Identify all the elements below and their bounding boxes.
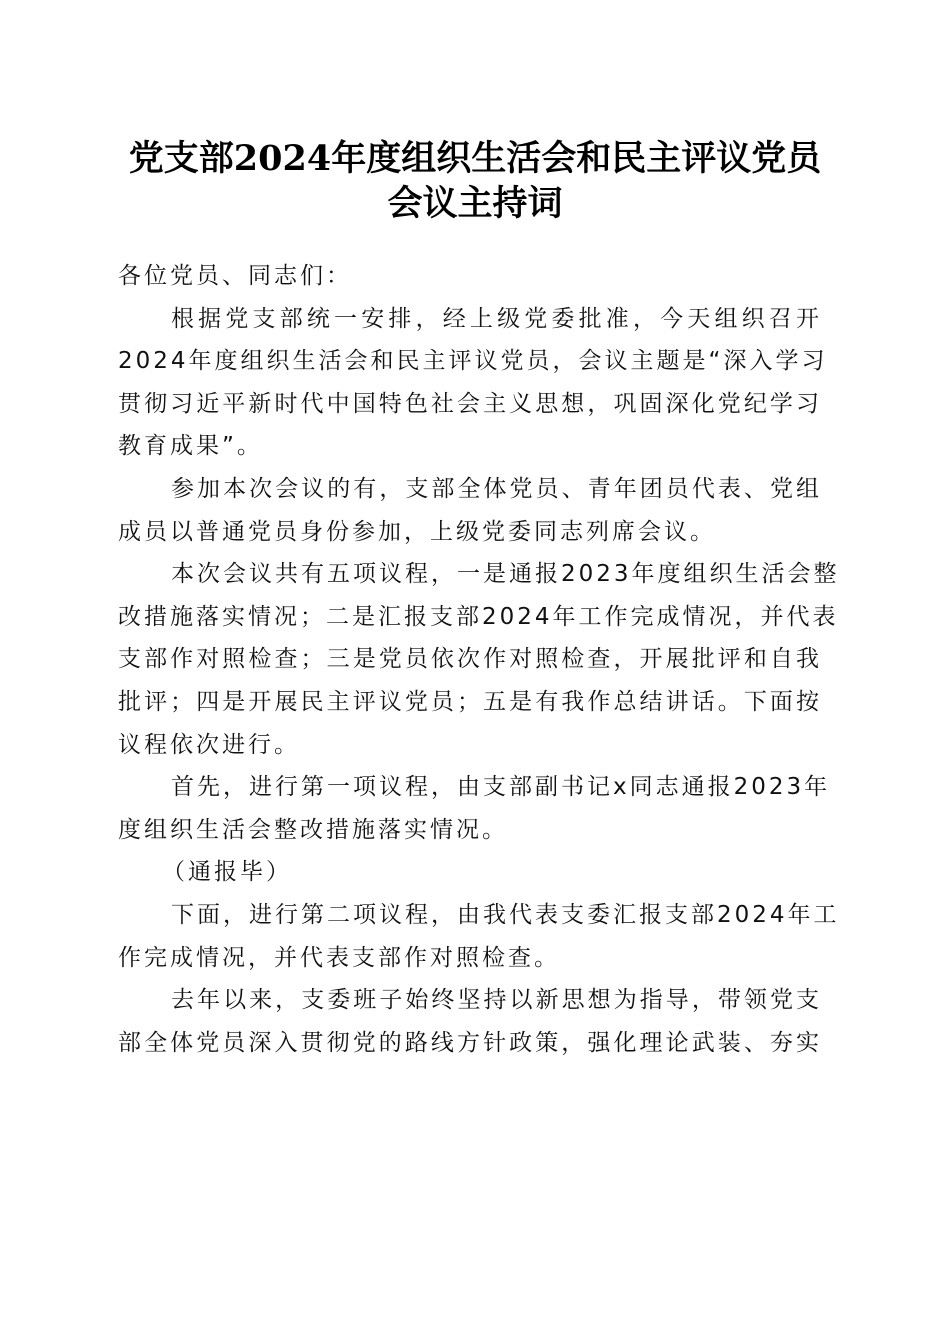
text-line: 支部作对照检查；三是党员依次作对照检查，开展批评和自我: [118, 646, 822, 673]
text-line: 贯彻习近平新时代中国特色社会主义思想，巩固深化党纪学习: [118, 390, 822, 417]
paragraph-7: [118, 979, 822, 1064]
title-line-1: 党支部2024年度组织生活会和民主评议党员: [128, 138, 822, 179]
text-line: 根据党支部统一安排，经上级党委批准，今天组织召开: [171, 305, 822, 332]
text-line: 作完成情况，并代表支部作对照检查。: [118, 944, 560, 971]
text-line: 度组织生活会整改措施落实情况。: [118, 816, 508, 843]
paragraph-5: [118, 851, 822, 894]
text-line: （通报毕）: [162, 859, 292, 886]
text-line: 去年以来，支委班子始终坚持以新思想为指导，带领党支: [171, 987, 822, 1014]
text-line: 议程依次进行。: [118, 731, 300, 758]
text-line: 下面，进行第二项议程，由我代表支委汇报支部2024年工: [171, 901, 840, 928]
text-line: 本次会议共有五项议程，一是通报2023年度组织生活会整: [171, 561, 840, 588]
document-body: [118, 255, 840, 1064]
paragraph-3: [118, 553, 840, 766]
paragraph-1: [118, 298, 828, 468]
text-line: 批评；四是开展民主评议党员；五是有我作总结讲话。下面按: [118, 688, 822, 715]
text-line: 改措施落实情况；二是汇报支部2024年工作完成情况，并代表: [118, 603, 839, 630]
paragraph-2: [118, 468, 822, 553]
text-line: 教育成果”。: [118, 433, 263, 460]
paragraph-6: [118, 894, 840, 979]
text-line: 参加本次会议的有，支部全体党员、青年团员代表、党组: [171, 475, 822, 502]
salutation: 各位党员、同志们：: [118, 263, 352, 289]
text-line: 首先，进行第一项议程，由支部副书记x同志通报2023年: [171, 774, 831, 801]
text-line: 成员以普通党员身份参加，上级党委同志列席会议。: [118, 518, 716, 545]
document-title: [100, 136, 850, 226]
paragraph-4: [118, 766, 831, 851]
text-line: 2024年度组织生活会和民主评议党员，会议主题是“深入学习: [118, 348, 828, 375]
text-line: 部全体党员深入贯彻党的路线方针政策，强化理论武装、夯实: [118, 1029, 822, 1056]
title-line-2: 会议主持词: [387, 183, 563, 224]
